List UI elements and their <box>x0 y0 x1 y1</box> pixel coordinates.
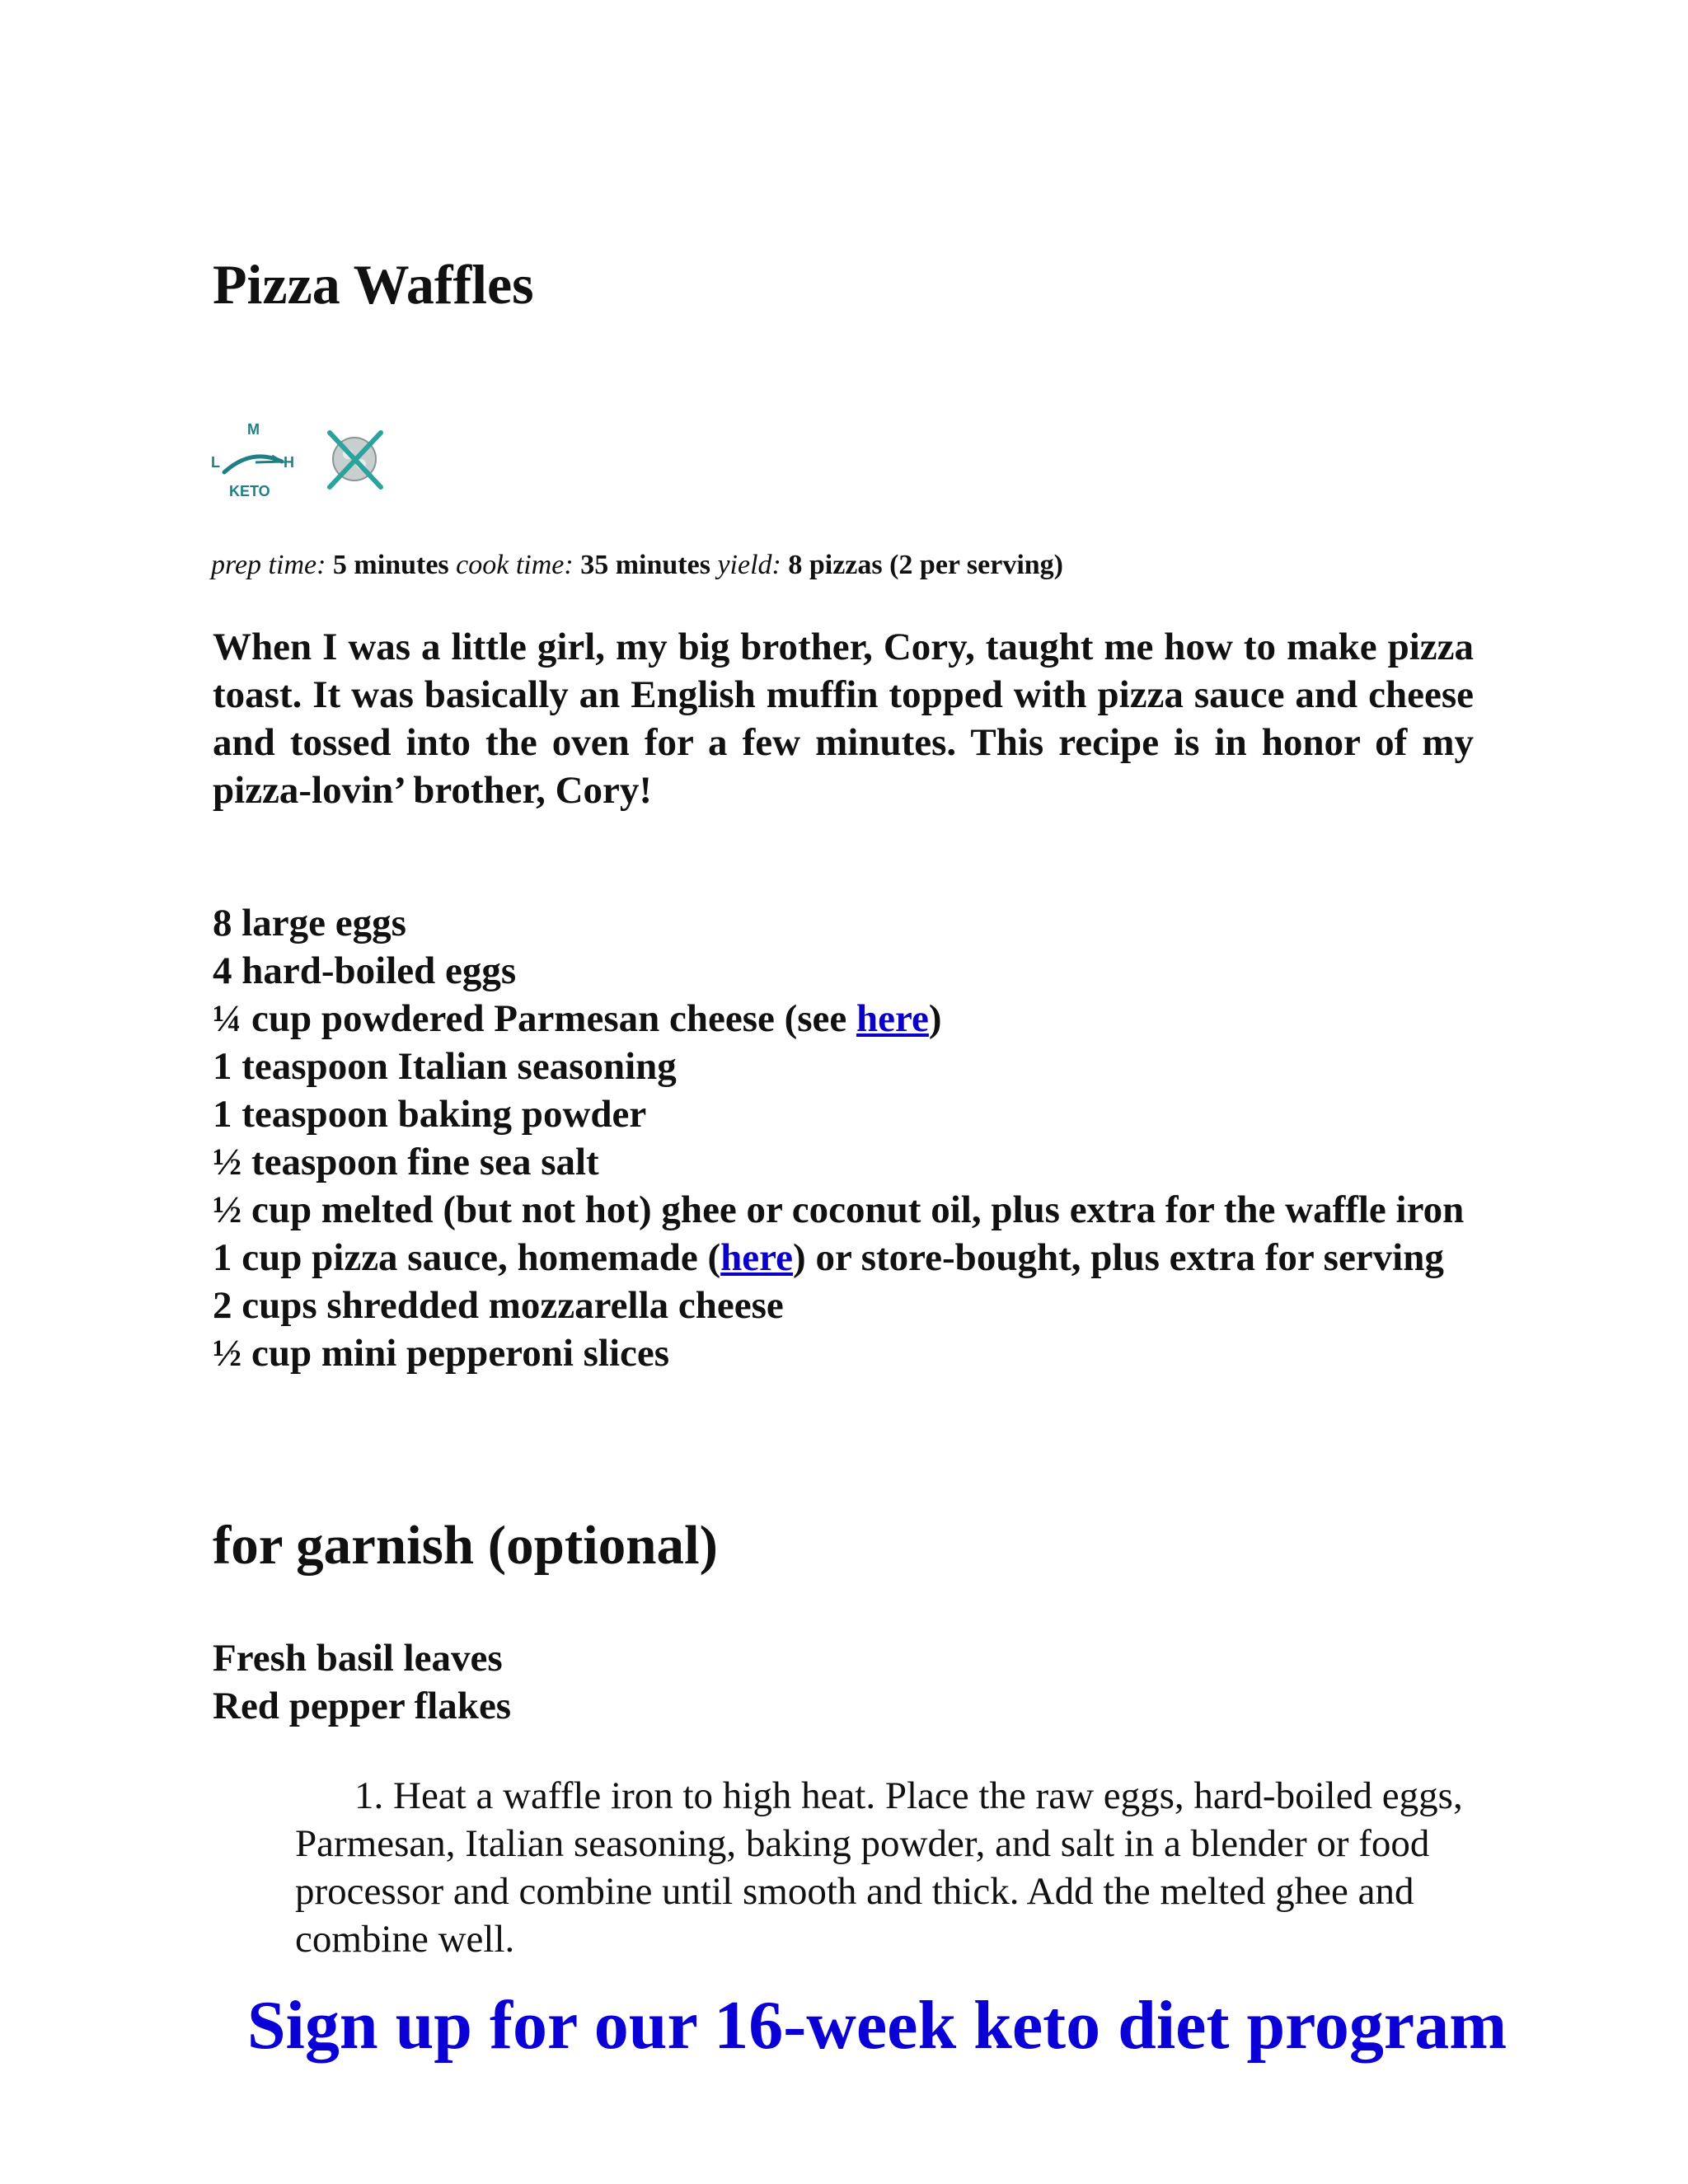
yield-label: yield: <box>717 550 781 580</box>
ingredient-item: 4 hard-boiled eggs <box>213 949 517 992</box>
parmesan-recipe-link[interactable]: here <box>856 997 929 1040</box>
instruction-step <box>295 1772 1482 1963</box>
gauge-label-m: M <box>247 421 260 438</box>
ingredient-item: 8 large eggs <box>213 902 406 944</box>
recipe-intro: When I was a little girl, my big brother, Cory, taught me how to make pizza toast. It was basically an English muffin topped with pizza sauce and cheese and tossed into the oven for a few minutes. This recipe is in honor of my pizza-lovin’ brother, Cory! <box>213 626 1474 812</box>
gauge-label-h: H <box>284 454 294 471</box>
ingredient-list <box>213 899 1474 1377</box>
garnish-item: Red pepper flakes <box>213 1685 512 1727</box>
ingredient-text: 1 cup pizza sauce, homemade ( <box>213 1236 721 1279</box>
ingredient-text: ) <box>928 997 942 1040</box>
cook-time-label: cook time: <box>456 550 574 580</box>
step-number: 1. <box>354 1774 384 1817</box>
nut-free-icon <box>330 433 381 487</box>
ingredient-item <box>213 1234 1474 1282</box>
ingredient-text: ) or store-bought, plus extra for serving <box>793 1236 1444 1279</box>
instruction-list <box>295 1772 1482 1963</box>
diet-icons <box>206 416 404 515</box>
garnish-heading: for garnish (optional) <box>213 1515 718 1576</box>
recipe-meta <box>211 549 1063 583</box>
step-text: Heat a waffle iron to high heat. Place the raw eggs, hard-boiled eggs, Parmesan, Italian seasoning, baking powder, and salt in a blender or food processor and combine until smooth and thick. Add the melted ghee and combine well. <box>295 1774 1463 1961</box>
gauge-label-l: L <box>211 454 220 471</box>
recipe-title: Pizza Waffles <box>213 253 534 316</box>
ingredient-item <box>213 995 1474 1043</box>
ingredient-item: 1 teaspoon Italian seasoning <box>213 1045 677 1088</box>
keto-level-gauge-icon <box>206 416 404 515</box>
ingredient-item: 2 cups shredded mozzarella cheese <box>213 1284 784 1327</box>
prep-time-label: prep time: <box>211 550 326 580</box>
pizza-sauce-recipe-link[interactable]: here <box>720 1236 794 1279</box>
gauge-caption: KETO <box>229 483 270 499</box>
yield-value: 8 pizzas (2 per serving) <box>788 550 1064 580</box>
ingredient-text: ¼ cup powdered Parmesan cheese (see <box>213 997 857 1040</box>
ingredient-item: ½ cup mini pepperoni slices <box>213 1332 670 1375</box>
cook-time-value: 35 minutes <box>580 550 710 580</box>
ingredient-item: ½ cup melted (but not hot) ghee or coconut oil, plus extra for the waffle iron <box>213 1188 1465 1231</box>
ingredient-item: ½ teaspoon fine sea salt <box>213 1141 599 1183</box>
ingredient-item: 1 teaspoon baking powder <box>213 1093 647 1136</box>
garnish-item: Fresh basil leaves <box>213 1637 503 1680</box>
prep-time-value: 5 minutes <box>332 550 449 580</box>
keto-program-signup-link[interactable]: Sign up for our 16-week keto diet program <box>246 1987 1507 2064</box>
garnish-list <box>213 1634 511 1730</box>
